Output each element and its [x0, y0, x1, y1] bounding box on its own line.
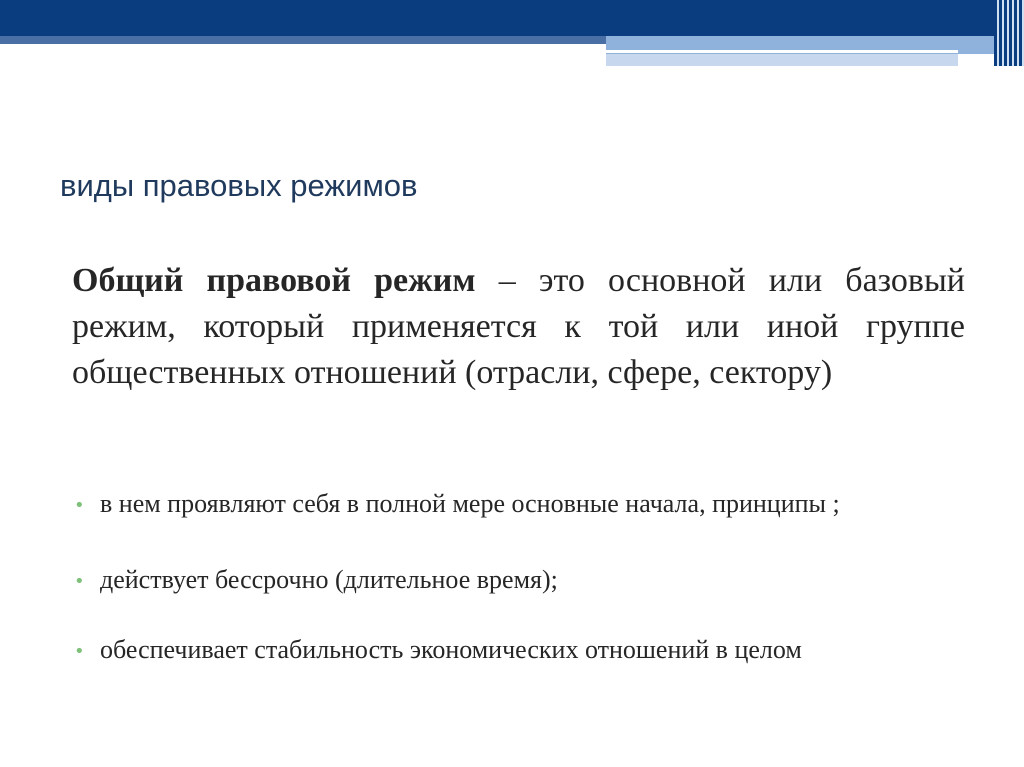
header-band-shadow — [0, 36, 610, 44]
header-band-divider — [606, 50, 958, 53]
bullet-text: обеспечивает стабильность экономических отношений в целом — [100, 635, 802, 664]
header-band — [0, 0, 1024, 36]
bullet-list — [72, 486, 965, 668]
bullet-dot-icon: • — [74, 571, 85, 592]
definition-paragraph — [72, 258, 965, 396]
bullet-text: в нем проявляют себя в полной мере основные начала, принципы ; — [100, 489, 840, 518]
bullet-dot-icon: • — [74, 641, 85, 662]
bullet-dot-icon: • — [74, 495, 85, 516]
header-band-stripes — [994, 0, 1024, 66]
definition-text: – это основной или базовый режим, который применяется к той или иной группе общественных отношений (отрасли, сфере, сектору) — [72, 262, 966, 391]
header-band-accent-light — [606, 54, 958, 66]
list-item — [72, 562, 965, 598]
definition-term: Общий правовой режим — [72, 262, 476, 299]
list-item — [72, 486, 965, 522]
bullet-text: действует бессрочно (длительное время); — [100, 565, 558, 594]
list-item — [72, 632, 965, 668]
slide-title: виды правовых режимов — [60, 168, 418, 203]
